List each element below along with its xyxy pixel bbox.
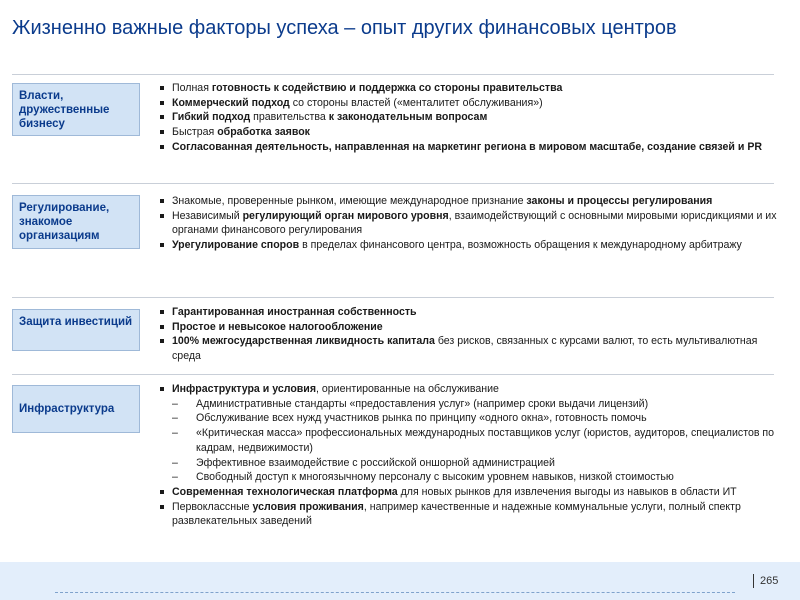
text: правительства [250, 111, 329, 124]
list-item [158, 81, 782, 96]
bold-text: к законодательным вопросам [328, 111, 488, 124]
bold-text: законы и процессы регулирования [526, 195, 713, 207]
section-label-infrastructure: Инфраструктура [12, 385, 140, 433]
bold-text: Урегулирование споров [172, 239, 300, 252]
text: , ориентированные на обслуживание [316, 383, 499, 395]
list-item [158, 125, 782, 140]
text: , например качественные и надежные коммунальные услуги, полный спектр развлекательных заведений [172, 500, 741, 528]
page-number-separator [753, 574, 754, 588]
text: Полная [172, 82, 212, 94]
sub-list-item [158, 397, 782, 412]
bold-text: регулирующий орган мирового уровня [242, 209, 449, 222]
list-item [158, 320, 782, 335]
list-item [158, 238, 782, 253]
text: Свободный доступ к многоязычному персоналу с высоким уровнем навыков, низкой стоимостью [196, 471, 674, 484]
text: в пределах финансового центра, возможность обращения к международному арбитражу [299, 239, 742, 252]
sub-list-item [158, 411, 782, 426]
sub-list-item [158, 470, 782, 485]
text: Первоклассные [172, 500, 253, 513]
list-item [158, 140, 782, 155]
text: Обслуживание всех нужд участников рынка по принципу «одного окна», готовность помочь [196, 412, 647, 425]
text: , взаимодействующий с основными мировыми юрисдикциями и их органами финансового регулирования [172, 209, 777, 237]
title-divider [12, 74, 774, 75]
footer-divider [55, 592, 735, 593]
section-items-investment-protection [158, 305, 782, 364]
list-item [158, 194, 782, 209]
list-item [158, 209, 782, 238]
section-divider [12, 297, 774, 298]
text: для новых рынков для извлечения выгоды из навыков в области ИТ [397, 485, 737, 498]
list-item [158, 485, 782, 500]
bold-text: Простое и невысокое налогообложение [172, 320, 383, 333]
list-item [158, 500, 782, 529]
list-item [158, 334, 782, 363]
bold-text: Гибкий подход [172, 111, 251, 124]
list-item [158, 382, 782, 397]
sub-list-item [158, 456, 782, 471]
bold-text: 100% межгосударственная ликвидность капитала [172, 335, 435, 348]
footer-band [0, 562, 800, 600]
text: «Критическая масса» профессиональных международных поставщиков услуг (юристов, аудиторов, специалистов по кадрам, недвижимости) [196, 427, 775, 454]
section-label-government: Власти, дружественные бизнесу [12, 83, 140, 136]
section-label-investment-protection: Защита инвестиций [12, 309, 140, 351]
text: Независимый [172, 209, 243, 222]
bold-text: обработка заявок [217, 126, 310, 139]
section-divider [12, 183, 774, 184]
bold-text: Современная технологическая платформа [172, 485, 398, 498]
page-title: Жизненно важные факторы успеха – опыт других финансовых центров [12, 17, 677, 39]
sub-list-item [158, 426, 782, 455]
list-item [158, 110, 782, 125]
bold-text: готовность к содействию и поддержка со стороны правительства [211, 82, 563, 94]
page-number: 265 [760, 575, 779, 587]
section-label-regulation: Регулирование, знакомое организациям [12, 195, 140, 249]
text: Административные стандарты «предоставления услуг» (например сроки выдачи лицензий) [196, 397, 649, 410]
list-item [158, 305, 782, 320]
text: Быстрая [172, 126, 218, 139]
text: Знакомые, проверенные рынком, имеющие международное признание [172, 195, 527, 207]
list-item [158, 96, 782, 111]
bold-text: условия проживания [252, 500, 364, 513]
text: Эффективное взаимодействие с российской оншорной администрацией [196, 456, 555, 469]
section-divider [12, 374, 774, 375]
section-items-government [158, 81, 782, 155]
text: со стороны властей («менталитет обслуживания») [289, 96, 543, 109]
bold-text: Коммерческий подход [172, 96, 290, 109]
bold-text: Гарантированная иностранная собственность [172, 306, 417, 318]
text: без рисков, связанных с курсами валют, то есть мультивалютная среда [172, 335, 758, 363]
bold-text: Инфраструктура и условия [172, 383, 317, 395]
bold-text: Согласованная деятельность, направленная на маркетинг региона в мировом масштабе, создание связей и PR [172, 140, 763, 153]
section-items-infrastructure [158, 382, 782, 529]
section-items-regulation [158, 194, 782, 253]
